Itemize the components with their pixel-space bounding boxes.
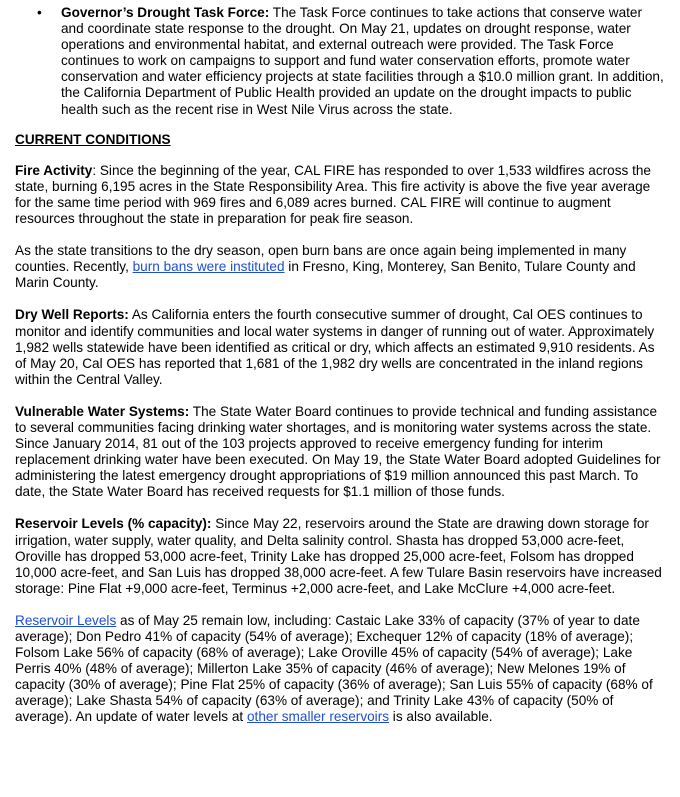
- reservoir-levels-link[interactable]: Reservoir Levels: [15, 612, 117, 628]
- vulnerable-water-text: The State Water Board continues to provide technical and funding assistance to several communities facing drinking water shortages, and is monitoring water systems across the state. Since January 2014, 81 out of the 103 projects approved to receive emergency funding for interim replacement drinking water have been executed. On May 19, the State Water Board adopted Guidelines for administering the latest emergency drought appropriations of $19 million announced this past March. To date, the State Water Board has received requests for $1.1 million of those funds.: [15, 403, 661, 500]
- fire-activity-text: : Since the beginning of the year, CAL FIRE has responded to over 1,533 wildfires across the state, burning 6,195 acres in the State Responsibility Area. This fire activity is above the five year average for the same time period with 969 fires and 6,089 acres burned. CAL FIRE will continue to augment resources throughout the state in preparation for peak fire season.: [15, 162, 651, 227]
- vulnerable-water-title: Vulnerable Water Systems:: [15, 403, 190, 419]
- bullet-list: [15, 5, 665, 118]
- reservoir-levels-text-after: is also available.: [389, 709, 493, 725]
- task-force-title: Governor’s Drought Task Force:: [61, 5, 270, 20]
- burn-bans-link[interactable]: burn bans were instituted: [132, 259, 285, 275]
- vulnerable-water-paragraph: [15, 404, 665, 501]
- bullet-icon: •: [37, 5, 42, 20]
- reservoir-levels-paragraph: [15, 613, 665, 726]
- fire-activity-paragraph: [15, 163, 665, 227]
- burn-bans-text-before: As the state transitions to the dry season, open burn bans are once again being implemented in many counties. Recently,: [15, 243, 627, 275]
- reservoir-capacity-text: Since May 22, reservoirs around the State are drawing down storage for irrigation, water supply, water quality, and Delta salinity control. Shasta has dropped 53,000 acre-feet, Oroville has dropped 53,000 acre-feet, Trinity Lake has dropped 25,000 acre-feet, Folsom has dropped 10,000 acre-feet, and San Luis has dropped 38,000 acre-feet. A few Tulare Basin reservoirs have increased storage: Pine Flat +9,000 acre-feet, Terminus +2,000 acre-feet, and Lake McClure +4,000 acre-feet.: [15, 516, 662, 596]
- fire-activity-title: Fire Activity: [15, 162, 93, 178]
- section-heading: CURRENT CONDITIONS: [15, 131, 171, 147]
- reservoir-capacity-paragraph: [15, 516, 665, 596]
- reservoir-levels-text: as of May 25 remain low, including: Castaic Lake 33% of capacity (37% of year to date average); Don Pedro 41% of capacity (54% of average); Exchequer 12% of capacity (18% of average); Folsom Lake 56% of capacity (68% of average); Lake Oroville 45% of capacity (54% of average); Lake Perris 40% (48% of average); Millerton Lake 35% of capacity (46% of average); New Melones 19% of capacity (30% of average); Pine Flat 25% of capacity (36% of average); San Luis 55% of capacity (68% of average); Lake Shasta 54% of capacity (63% of average); and Trinity Lake 43% of capacity (50% of average). An update of water levels at: [15, 612, 653, 725]
- task-force-bullet: [15, 5, 665, 118]
- burn-bans-text-after: in Fresno, King, Monterey, San Benito, Tulare County and Marin County.: [15, 259, 636, 291]
- dry-well-title: Dry Well Reports:: [15, 307, 129, 323]
- dry-well-text: As California enters the fourth consecutive summer of drought, Cal OES continues to monitor and identify communities and local water systems in danger of running out of water. Approximately 1,982 wells statewide have been identified as critical or dry, which affects an estimated 9,910 residents. As of May 20, Cal OES has reported that 1,681 of the 1,982 dry wells are concentrated in the inland regions within the Central Valley.: [15, 307, 655, 387]
- task-force-text: The Task Force continues to take actions that conserve water and coordinate state response to the drought. On May 21, updates on drought response, water operations and environmental habitat, and external outreach were provided. The Task Force continues to work on campaigns to support and fund water conservation efforts, promote water conservation and water efficiency projects at state facilities through a $10.0 million grant. In addition, the California Department of Public Health provided an update on the drought impacts to public health such as the recent rise in West Nile Virus across the state.: [61, 5, 664, 117]
- reservoir-capacity-title: Reservoir Levels (% capacity):: [15, 516, 212, 532]
- dry-well-paragraph: [15, 307, 665, 387]
- burn-bans-paragraph: [15, 243, 665, 291]
- smaller-reservoirs-link[interactable]: other smaller reservoirs: [247, 709, 390, 725]
